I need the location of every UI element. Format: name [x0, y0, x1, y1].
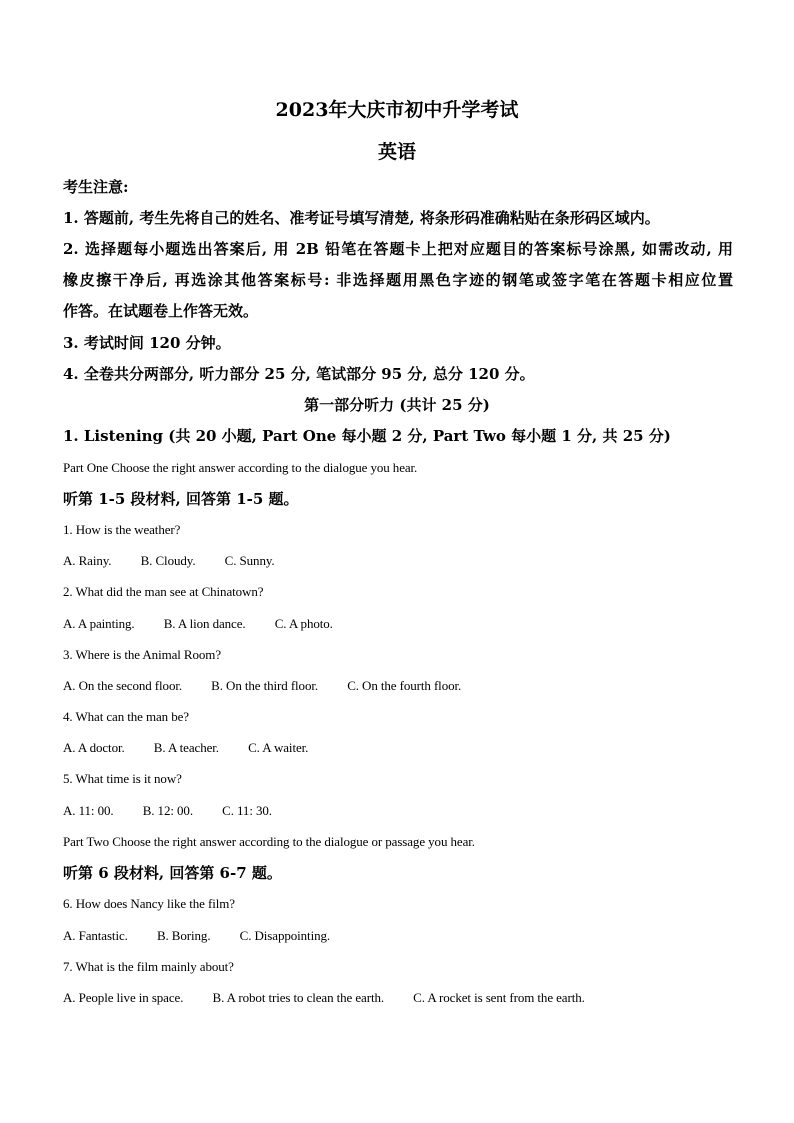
- question-3-options: [63, 677, 733, 695]
- option-b: B. A teacher.: [153, 740, 219, 755]
- option-b: B. Boring.: [156, 928, 211, 943]
- option-c: C. On the fourth floor.: [347, 678, 462, 693]
- notice-item-2-line-1: 2. 选择题每小题选出答案后, 用 2B 铅笔在答题卡上把对应题目的答案标号涂黑, 如需改动, 用: [63, 240, 733, 258]
- option-b: B. Cloudy.: [140, 553, 196, 568]
- notice-item-3: 3. 考试时间 120 分钟。: [63, 334, 231, 352]
- option-c: C. A rocket is sent from the earth.: [413, 990, 585, 1005]
- option-b: B. On the third floor.: [211, 678, 319, 693]
- option-c: C. Sunny.: [224, 553, 275, 568]
- notice-item-2-line-2: 橡皮擦干净后, 再选涂其他答案标号: 非选择题用黑色字迹的钢笔或签字笔在答题卡相应位置: [63, 271, 733, 289]
- question-group-2-heading: 听第 6 段材料, 回答第 6-7 题。: [63, 864, 282, 882]
- option-a: A. A doctor.: [63, 740, 125, 755]
- question-4: 4. What can the man be?: [63, 709, 189, 724]
- part-two-instruction: Part Two Choose the right answer according to the dialogue or passage you hear.: [63, 834, 475, 849]
- exam-title: 2023年大庆市初中升学考试: [275, 99, 519, 121]
- option-b: B. A robot tries to clean the earth.: [212, 990, 385, 1005]
- question-group-1-heading: 听第 1-5 段材料, 回答第 1-5 题。: [63, 490, 299, 508]
- question-2-options: [63, 615, 733, 633]
- notice-heading: 考生注意:: [63, 178, 129, 196]
- question-7: 7. What is the film mainly about?: [63, 959, 234, 974]
- question-3: 3. Where is the Animal Room?: [63, 647, 221, 662]
- part-one-heading: 第一部分听力 (共计 25 分): [304, 396, 490, 414]
- question-7-options: [63, 989, 733, 1007]
- option-b: B. 12: 00.: [142, 803, 193, 818]
- notice-item-2-line-3: 作答。在试题卷上作答无效。: [63, 302, 259, 320]
- option-a: A. Fantastic.: [63, 928, 128, 943]
- notice-item-1: 1. 答题前, 考生先将自己的姓名、准考证号填写清楚, 将条形码准确粘贴在条形码区域内。: [63, 209, 660, 227]
- question-1-options: [63, 552, 733, 570]
- option-b: B. A lion dance.: [163, 616, 246, 631]
- part-one-instruction: Part One Choose the right answer according to the dialogue you hear.: [63, 460, 418, 475]
- question-2: 2. What did the man see at Chinatown?: [63, 584, 264, 599]
- question-5: 5. What time is it now?: [63, 771, 182, 786]
- notice-item-4: 4. 全卷共分两部分, 听力部分 25 分, 笔试部分 95 分, 总分 120 分。: [63, 365, 535, 383]
- option-c: C. A waiter.: [248, 740, 309, 755]
- question-6: 6. How does Nancy like the film?: [63, 896, 235, 911]
- listening-section-heading: 1. Listening (共 20 小题, Part One 每小题 2 分, Part Two 每小题 1 分, 共 25 分): [63, 427, 671, 445]
- question-5-options: [63, 802, 733, 820]
- option-c: C. Disappointing.: [239, 928, 331, 943]
- option-c: C. 11: 30.: [222, 803, 272, 818]
- option-a: A. A painting.: [63, 616, 135, 631]
- option-a: A. 11: 00.: [63, 803, 114, 818]
- question-4-options: [63, 739, 733, 757]
- option-a: A. People live in space.: [63, 990, 184, 1005]
- question-1: 1. How is the weather?: [63, 522, 181, 537]
- exam-subject: 英语: [377, 141, 416, 163]
- option-a: A. Rainy.: [63, 553, 112, 568]
- option-a: A. On the second floor.: [63, 678, 183, 693]
- question-6-options: [63, 927, 733, 945]
- option-c: C. A photo.: [274, 616, 333, 631]
